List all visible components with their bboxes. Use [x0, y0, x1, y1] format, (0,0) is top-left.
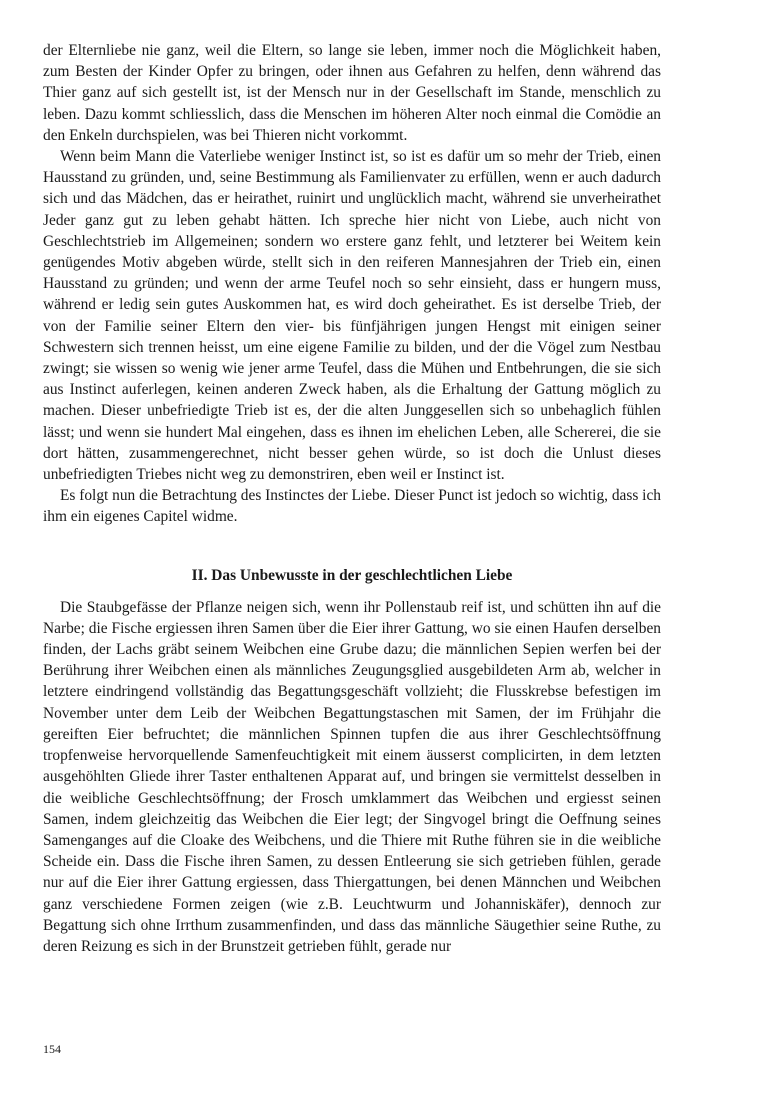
page-body — [43, 40, 661, 957]
paragraph-staubgefaesse: Die Staubgefässe der Pflanze neigen sich, wenn ihr Pollenstaub reif ist, und schütten ihn auf die Narbe; die Fische ergiessen ihren Samen über die Eier ihrer Gattung, wo sie einen Haufen derselben finden, der Lachs gräbt seinem Weibchen eine Grube dazu; die männlichen Sepien werfen bei der Berührung ihrer Weibchen einen als männliches Zeugungsglied ausgebildeten Arm ab, welcher in letztere eindringend vollständig das Begattungsgeschäft vollzieht; die Flusskrebse befestigen im November unter dem Leib der Weibchen Begattungstaschen mit Samen, der im Frühjahr die gereiften Eier befruchtet; die männlichen Spinnen tupfen die aus ihrer Geschlechtsöffnung tropfenweise hervorquellende Samenfeuchtigkeit mit einem äusserst complicirten, in dem letzten ausgehöhlten Gliede ihrer Taster enthaltenen Apparat auf, und bringen sie vermittelst desselben in die weibliche Geschlechtsöffnung; der Frosch umklammert das Weibchen und ergiesst seinen Samen, indem gleichzeitig das Weibchen die Eier legt; der Singvogel bringt die Oeffnung seines Samenganges auf die Cloake des Weibchens, und die Thiere mit Ruthe führen sie in die weibliche Scheide ein. Dass die Fische ihren Samen, zu dessen Entleerung sie sich getrieben fühlen, gerade nur auf die Eier ihrer Gattung ergiessen, dass Thiergattungen, bei denen Männchen und Weibchen ganz verschiedene Formen zeigen (wie z.B. Leuchtwurm und Johanniskäfer), dennoch zur Begattung sich ohne Irrthum zusammenfinden, und dass das männliche Säugethier seine Ruthe, zu deren Reizung es sich in der Brunstzeit getrieben fühlt, gerade nur — [43, 598, 661, 955]
paragraph-vaterliebe: Wenn beim Mann die Vaterliebe weniger Instinct ist, so ist es dafür um so mehr der Trieb, einen Hausstand zu gründen, und, seine Bestimmung als Familienvater zu erfüllen, wenn er auch dadurch sich und das Mädchen, das er heirathet, ruinirt und unglücklich macht, während sie unverheirathet Jeder ganz gut zu leben gehabt hätten. Ich spreche hier nicht von Liebe, auch nicht von Geschlechtstrieb im Allgemeinen; sondern wo erstere ganz fehlt, und letzterer bei Weitem kein genügendes Motiv abgeben würde, stellt sich in den reiferen Mannesjahren der Trieb ein, einen Hausstand zu gründen; und wenn der arme Teufel noch so sehr einsieht, dass er hungern muss, während er ledig sein gutes Auskommen hat, es wird doch geheirathet. Es ist derselbe Trieb, der von der Familie seiner Eltern den vier- bis fünfjährigen jungen Hengst mit einigen seiner Schwestern sich trennen heisst, um eine eigene Familie zu bilden, und der die Vögel zum Nestbau zwingt; sie wissen so wenig wie jener arme Teufel, dass die Mühen und Entbehrungen, die sie sich aus Instinct auferlegen, keinen anderen Zweck haben, als die Erhaltung der Gattung möglich zu machen. Dieser unbefriedigte Trieb ist es, der die alten Junggesellen sich so unbehaglich fühlen lässt; und wenn sie hundert Mal eingehen, dass es ihnen im ehelichen Leben, alle Schererei, die sie dort hätten, zusammengerechnet, nicht besser gehen würde, so ist doch die Unlust dieses unbefriedigten Triebes nicht weg zu demonstriren, eben weil er Instinct ist. — [43, 148, 661, 484]
paragraph-continued: der Elternliebe nie ganz, weil die Eltern, so lange sie leben, immer noch die Möglichkeit haben, zum Besten der Kinder Opfer zu bringen, oder ihnen aus Gefahren zu helfen, denn während das Thier ganz auf sich gestellt ist, ist der Mensch nur in der Gesellschaft im Stande, menschlich zu leben. Dazu kommt schliesslich, dass die Menschen im höheren Alter noch einmal die Comödie an den Enkeln durchspielen, was bei Thieren nicht vorkommt. — [43, 42, 661, 144]
section-heading: II. Das Unbewusste in der geschlechtlichen Liebe — [191, 566, 513, 584]
page-number: 154 — [43, 1042, 61, 1056]
paragraph-instinct-liebe: Es folgt nun die Betrachtung des Instinctes der Liebe. Dieser Punct ist jedoch so wichtig, dass ich ihm ein eigenes Capitel widme. — [43, 487, 661, 526]
